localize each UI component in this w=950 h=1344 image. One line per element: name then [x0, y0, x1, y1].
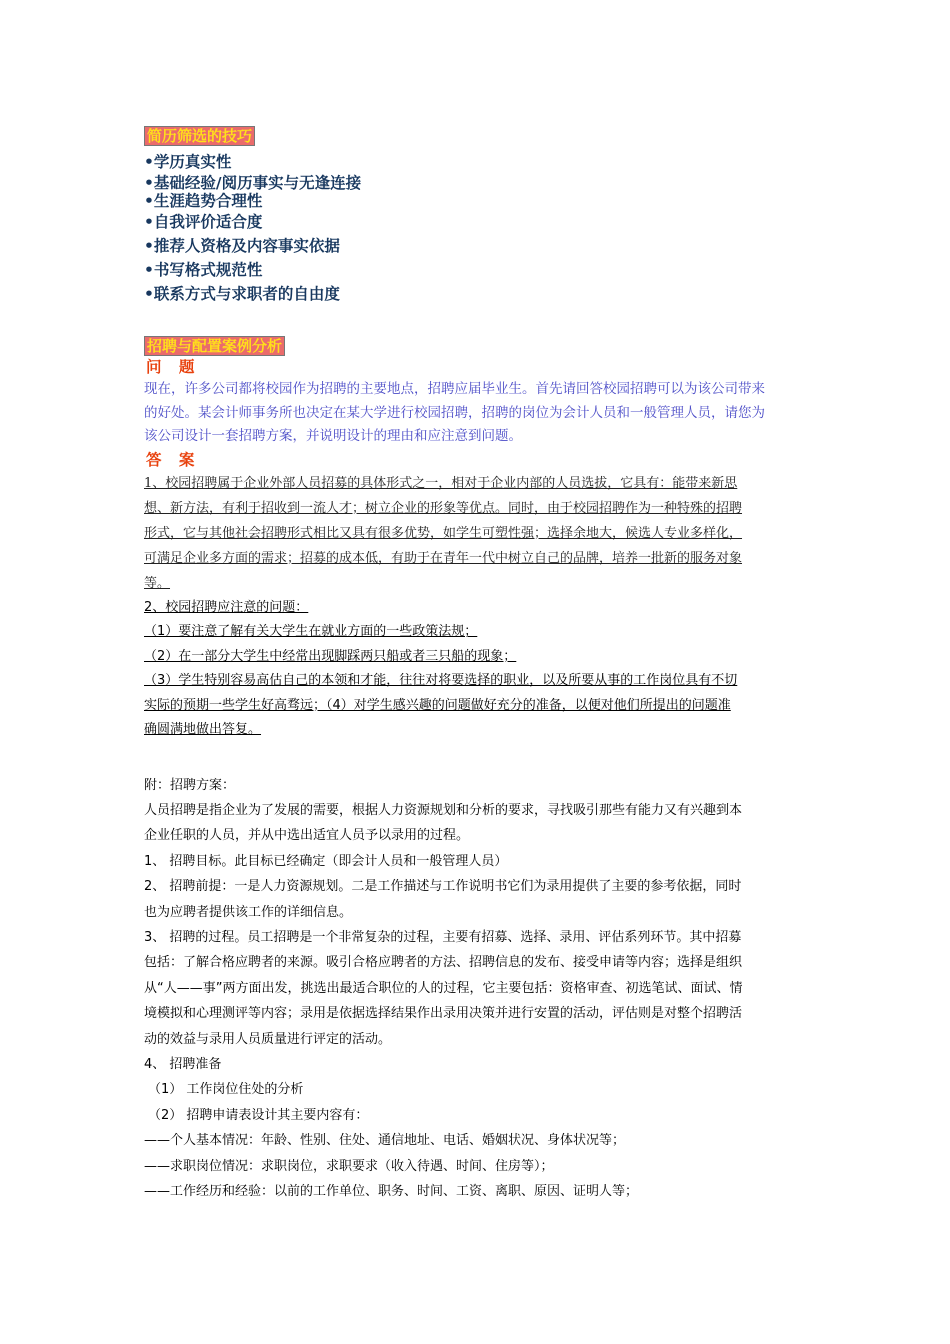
answer-line: 可满足企业多方面的需求；招募的成本低，有助于在青年一代中树立自己的品牌，培养一批新的服务对象: [144, 550, 743, 566]
appendix-line: 3、 招聘的过程。员工招聘是一个非常复杂的过程，主要有招募、选择、录用、评估系列环节。其中招募: [144, 929, 742, 945]
question-line: 现在，许多公司都将校园作为招聘的主要地点，招聘应届毕业生。首先请回答校园招聘可以为该公司带来: [144, 381, 765, 397]
answer-item: （3）学生特别容易高估自己的本领和才能，往往对将要选择的职业，以及所要从事的工作岗位具有不切: [144, 673, 738, 688]
bullet-item: •书写格式规范性: [144, 261, 263, 279]
answer-item: 实际的预期一些学生好高骛远；（4）对学生感兴趣的问题做好充分的准备，以便对他们所提出的问题准: [144, 697, 731, 713]
appendix-line: 2、 招聘前提：一是人力资源规划。二是工作描述与工作说明书它们为录用提供了主要的参考依据，同时: [144, 879, 742, 895]
bullet-item: •自我评价适合度: [144, 213, 263, 231]
answer-part-2-title: 2、校园招聘应注意的问题：: [144, 599, 309, 615]
appendix-line: 包括：了解合格应聘者的来源。吸引合格应聘者的方法、招聘信息的发布、接受申请等内容；选择是组织: [144, 955, 743, 971]
answer-item: （1）要注意了解有关大学生在就业方面的一些政策法规；: [144, 624, 478, 639]
question-heading: 问 题: [146, 358, 201, 376]
appendix-section: [144, 773, 808, 1205]
section-title-resume-screening: 简历筛选的技巧: [144, 126, 255, 146]
answer-item: （2）在一部分大学生中经常出现脚踩两只船或者三只船的现象；: [144, 648, 517, 664]
answer-line: 1、校园招聘属于企业外部人员招募的具体形式之一，相对于企业内部的人员选拔，它具有：能带来新思: [144, 475, 738, 491]
appendix-line: 从“人——事”两方面出发，挑选出最适合职位的人的过程，它主要包括：资格审查、初选笔试、面试、情: [144, 980, 743, 996]
bullet-item: •推荐人资格及内容事实依据: [144, 237, 340, 255]
bullet-item: •基础经验/阅历事实与无逢连接: [144, 174, 362, 192]
case-analysis-section: [144, 336, 808, 743]
answer-line: 想、新方法，有利于招收到一流人才；树立企业的形象等优点。同时，由于校园招聘作为一种特殊的招聘: [144, 500, 743, 516]
bullet-item: •联系方式与求职者的自由度: [144, 285, 340, 303]
answer-heading: 答 案: [146, 450, 201, 469]
answer-line: 形式，它与其他社会招聘形式相比又具有很多优势，如学生可塑性强；选择余地大，候选人专业多样化，: [144, 525, 743, 541]
appendix-line: 附：招聘方案：: [144, 777, 236, 793]
appendix-line: 人员招聘是指企业为了发展的需要，根据人力资源规划和分析的要求，寻找吸引那些有能力又有兴趣到本: [144, 802, 743, 818]
appendix-line: 1、 招聘目标。此目标已经确定（即会计人员和一般管理人员）: [144, 853, 508, 869]
appendix-line: 动的效益与录用人员质量进行评定的活动。: [144, 1031, 392, 1047]
appendix-line: ——求职岗位情况：求职岗位，求职要求（收入待遇、时间、住房等）；: [144, 1158, 554, 1174]
appendix-line: 也为应聘者提供该工作的详细信息。: [144, 904, 353, 920]
question-line: 该公司设计一套招聘方案，并说明设计的理由和应注意到问题。: [144, 428, 522, 444]
appendix-line: ——工作经历和经验：以前的工作单位、职务、时间、工资、离职、原因、证明人等；: [144, 1184, 639, 1199]
question-line: 的好处。某会计师事务所也决定在某大学进行校园招聘，招聘的岗位为会计人员和一般管理人员，请您为: [144, 404, 765, 421]
appendix-line: 企业任职的人员，并从中选出适宜人员予以录用的过程。: [144, 828, 470, 844]
answer-part-2-items: [144, 620, 808, 743]
appendix-line: 4、 招聘准备: [144, 1056, 222, 1072]
section-title-case-analysis: 招聘与配置案例分析: [144, 336, 285, 356]
question-text: [144, 378, 808, 449]
bullet-item: •学历真实性: [144, 153, 232, 171]
spacer: [144, 743, 808, 773]
appendix-line: 境模拟和心理测评等内容；录用是依据选择结果作出录用决策并进行安置的活动，评估则是对整个招聘活: [144, 1006, 743, 1022]
appendix-line: （2） 招聘申请表设计其主要内容有：: [148, 1107, 369, 1123]
bullet-list: [144, 150, 808, 306]
appendix-line: （1） 工作岗位住处的分析: [148, 1082, 304, 1098]
bullet-item: •生涯趋势合理性: [144, 192, 263, 210]
answer-line: 等。: [144, 575, 171, 591]
answer-item: 确圆满地做出答复。: [144, 722, 262, 737]
document-content: [144, 124, 808, 1204]
appendix-line: ——个人基本情况：年龄、性别、住处、通信地址、电话、婚姻状况、身体状况等；: [144, 1133, 626, 1149]
answer-part-1: [144, 471, 808, 596]
spacer: [144, 306, 808, 336]
resume-screening-section: [144, 124, 808, 306]
